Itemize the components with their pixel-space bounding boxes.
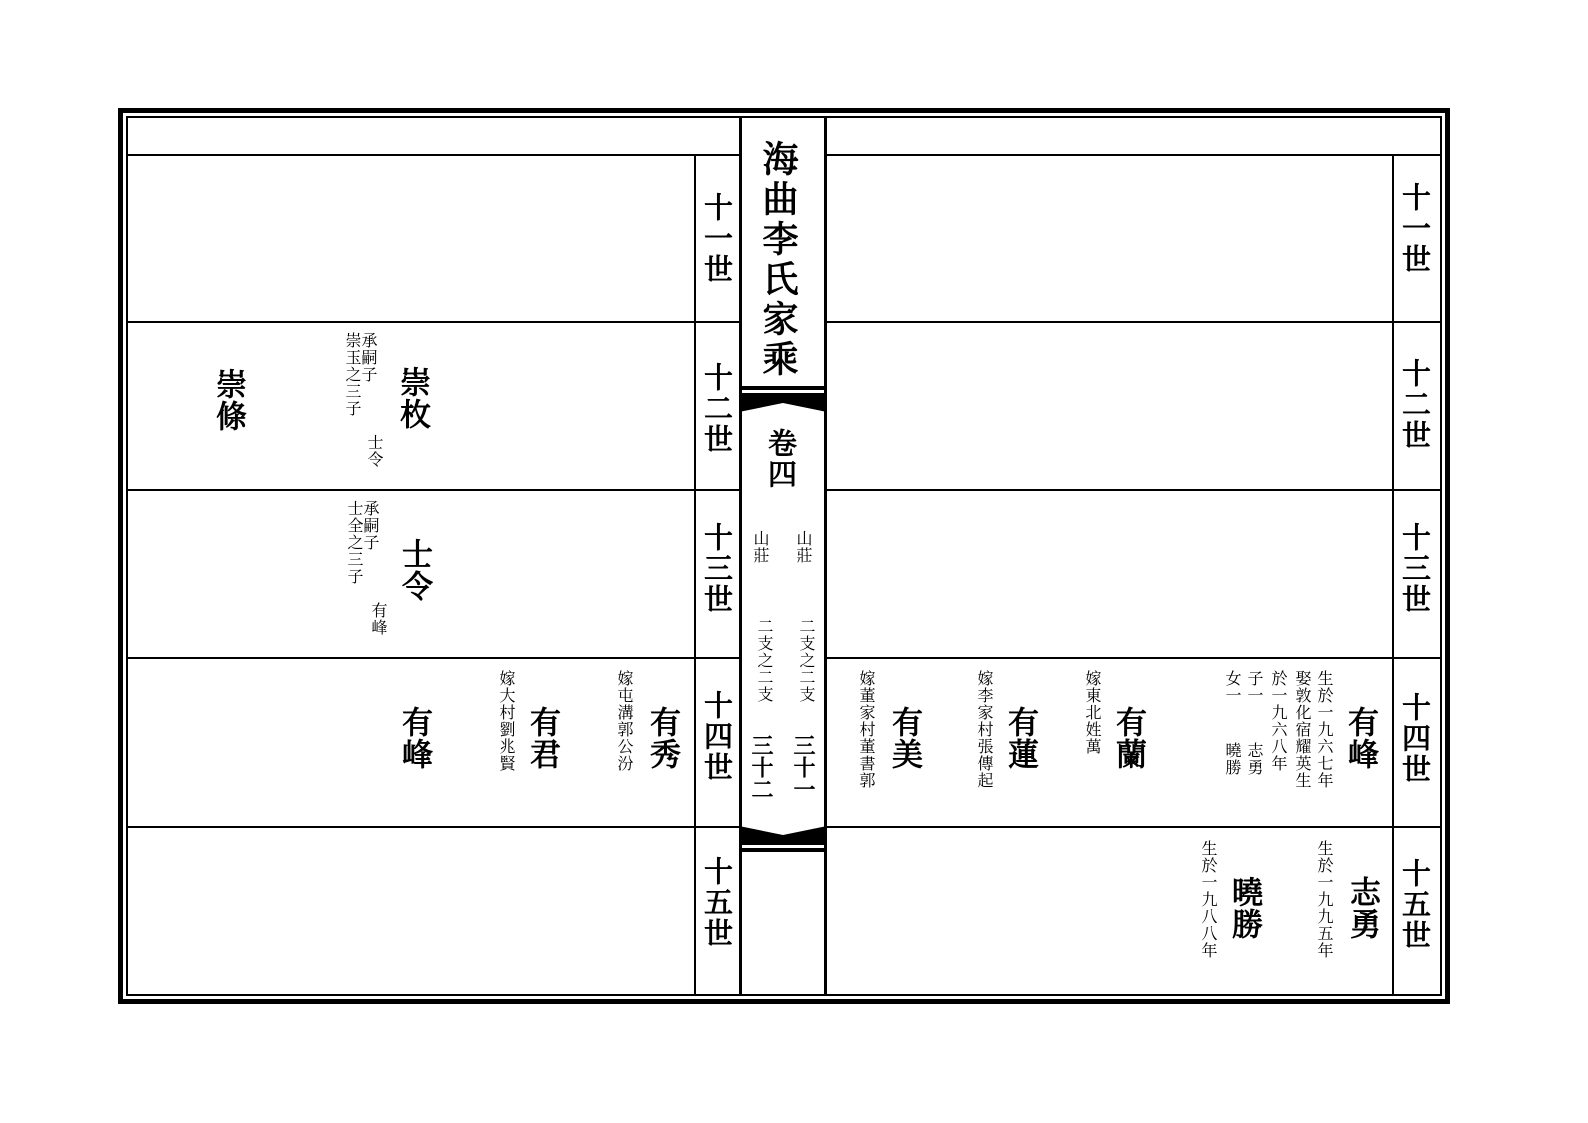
name-chongtiao: 崇條 [210, 368, 246, 432]
name-youfeng-left: 有峰 [396, 706, 432, 770]
note-youmei: 嫁董家村董書郭 [857, 670, 876, 789]
note-youxiu: 嫁屯溝郭公汾 [615, 670, 634, 772]
note-xiaosheng: 生於一九八八年 [1199, 840, 1218, 959]
spine-top-fishtail [739, 386, 827, 416]
name-chongmei: 崇枚 [394, 366, 430, 430]
generation-label-15-right: 十五世 [1398, 858, 1432, 951]
name-shiling: 士令 [396, 538, 432, 602]
name-youfeng: 有峰 [1342, 706, 1378, 770]
name-youlan: 有蘭 [1110, 706, 1146, 770]
note-youlan: 嫁東北姓萬 [1083, 670, 1102, 755]
name-youlian: 有蓮 [1002, 706, 1038, 770]
generation-label-13-left: 十三世 [700, 522, 734, 615]
note-youlian: 嫁李家村張傳起 [975, 670, 994, 789]
son-chongmei: 士令 [365, 434, 384, 468]
volume-number: 卷四 [764, 428, 798, 490]
page-number-right: 三十一 [790, 734, 816, 800]
generation-label-15-left: 十五世 [700, 856, 734, 949]
note-chongmei: 承嗣子 崇玉之三子 [343, 332, 378, 417]
name-youjun: 有君 [524, 706, 560, 770]
generation-label-11-right: 十一世 [1398, 182, 1432, 275]
note-youfeng-wife: 娶敦化宿耀英生 [1293, 670, 1312, 789]
note-zhiyong: 生於一九九五年 [1315, 840, 1334, 959]
note-youfeng-wife-birth: 於一九六八年 [1269, 670, 1288, 772]
name-youxiu: 有秀 [644, 706, 680, 770]
name-youmei: 有美 [886, 706, 922, 770]
generation-label-13-right: 十三世 [1398, 522, 1432, 615]
generation-label-14-right: 十四世 [1398, 692, 1432, 785]
note-shiling: 承嗣子 士全之三子 [345, 500, 380, 585]
generation-label-11-left: 十一世 [700, 192, 734, 285]
branch-left: 山莊 [751, 530, 770, 564]
sub-branch-left: 二支之二支 [755, 618, 774, 703]
name-zhiyong: 志勇 [1344, 876, 1380, 940]
son-youfeng: 志勇 [1245, 742, 1264, 776]
note-youjun: 嫁大村劉兆賢 [497, 670, 516, 772]
son-shiling: 有峰 [369, 602, 388, 636]
generation-label-14-left: 十四世 [700, 690, 734, 783]
spine-bottom-fishtail [739, 822, 827, 852]
book-title: 海曲李氏家乘 [757, 140, 799, 380]
page-number-left: 三十二 [748, 734, 774, 800]
generation-label-12-right: 十二世 [1398, 358, 1432, 451]
label-youfeng-daughter: 女一 [1223, 670, 1242, 704]
label-youfeng-son: 子一 [1245, 670, 1264, 704]
name-xiaosheng: 曉勝 [1226, 876, 1262, 940]
sub-branch-right: 二支之二支 [797, 618, 816, 703]
branch-right: 山莊 [794, 530, 813, 564]
note-youfeng-birth: 生於一九六七年 [1315, 670, 1334, 789]
generation-label-12-left: 十二世 [700, 362, 734, 455]
daughter-youfeng: 曉勝 [1223, 742, 1242, 776]
